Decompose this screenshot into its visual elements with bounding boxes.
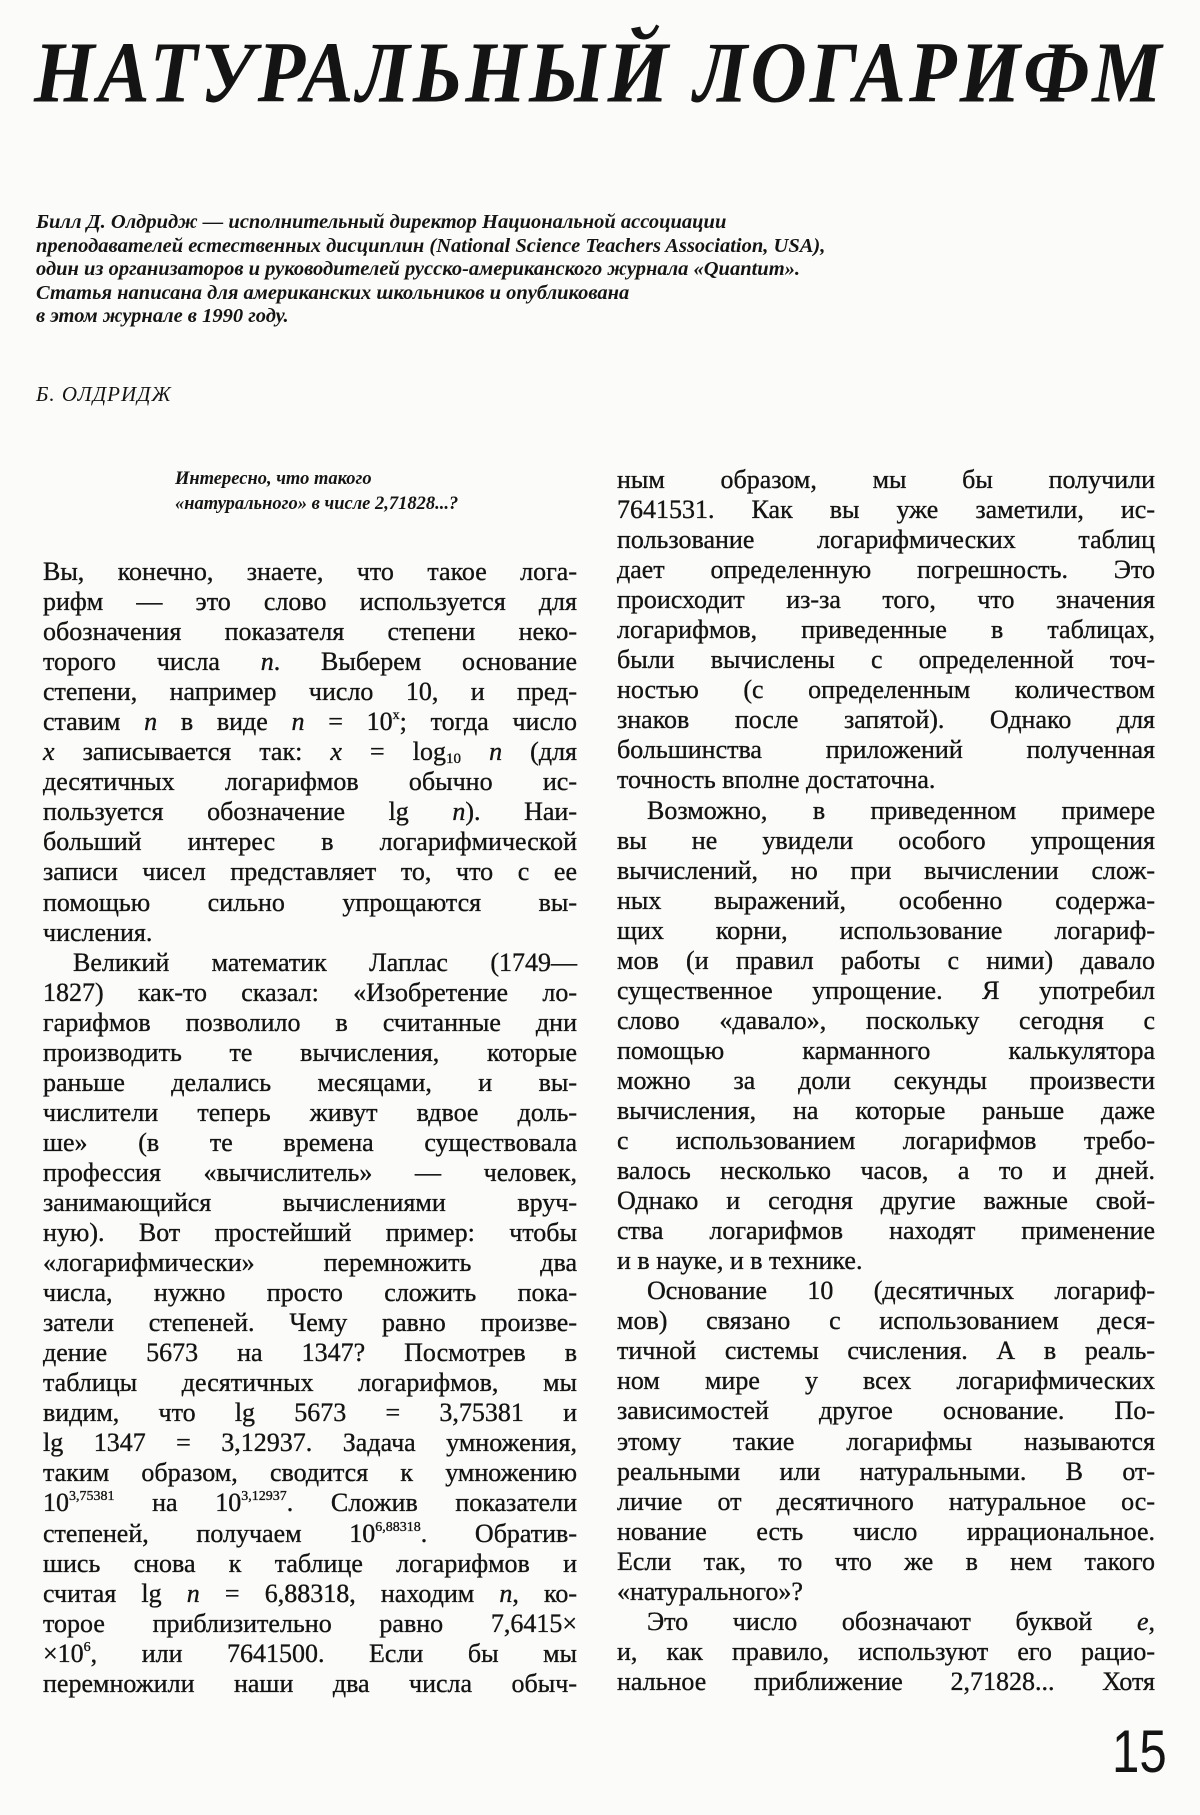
- text-line: [43, 1579, 577, 1609]
- text-run: ставим: [43, 707, 145, 737]
- math-exponent: 3,12937: [241, 1489, 287, 1505]
- text-run: . Обратив-: [420, 1518, 577, 1548]
- math-exponent: 6: [83, 1639, 91, 1655]
- text-line: гарифмов позволило в считанные дни: [43, 1007, 577, 1037]
- text-line: [43, 707, 577, 737]
- math-exponent: 3,75381: [69, 1489, 115, 1505]
- text-run: на 10: [114, 1488, 242, 1518]
- text-line: мов) связано с использованием деся-: [617, 1306, 1155, 1336]
- text-run: , ко-: [512, 1578, 577, 1608]
- text-line: и, как правило, используют его рацио-: [617, 1636, 1155, 1666]
- math-variable: e: [1136, 1606, 1149, 1636]
- math-variable: n: [461, 737, 503, 767]
- bio-line: Статья написана для американских школьников и опубликована: [36, 281, 630, 304]
- text-line: Великий математик Лаплас (1749—: [73, 947, 577, 977]
- text-line: ном мире у всех логарифмических: [617, 1366, 1155, 1396]
- text-line: таким образом, сводится к умножению: [43, 1458, 577, 1488]
- text-line: точность вполне достаточна.: [617, 765, 936, 795]
- text-line: числения.: [43, 917, 153, 947]
- text-line: и в науке, и в технике.: [617, 1246, 863, 1276]
- math-variable: n: [499, 1578, 513, 1608]
- text-line: «логарифмически» перемножить два: [43, 1248, 577, 1278]
- text-line: ностью (с определенным количеством: [617, 675, 1155, 705]
- body-column-right: [617, 465, 1155, 1697]
- math-variable: n: [452, 797, 466, 827]
- text-run: ,: [1148, 1606, 1155, 1636]
- text-line: перемножили наши два числа обыч-: [43, 1668, 577, 1698]
- text-line: обозначения показателя степени неко-: [43, 617, 577, 647]
- text-line: lg 1347 = 3,12937. Задача умножения,: [43, 1428, 577, 1458]
- text-run: = 6,88318, находим: [199, 1578, 500, 1608]
- text-line: реальными или натуральными. В от-: [617, 1456, 1155, 1486]
- text-line: производить те вычисления, которые: [43, 1037, 577, 1067]
- text-line: записи чисел представляет то, что с ее: [43, 857, 577, 887]
- text-run: . Сложив показатели: [286, 1488, 577, 1518]
- text-line: дает определенную погрешность. Это: [617, 555, 1155, 585]
- bio-line: Билл Д. Олдридж — исполнительный директор Национальной ассоциации: [36, 211, 727, 233]
- text-line: шись снова к таблице логарифмов и: [43, 1548, 577, 1578]
- text-run: в виде: [157, 707, 292, 737]
- text-line: слово «давало», поскольку сегодня с: [617, 1005, 1155, 1035]
- text-line: Если так, то что же в нем такого: [617, 1546, 1155, 1576]
- text-line: таблицы десятичных логарифмов, мы: [43, 1368, 577, 1398]
- text-run: считая lg: [43, 1578, 187, 1608]
- math-exponent: x: [392, 708, 400, 724]
- text-line: вычисления, на которые раньше даже: [617, 1095, 1155, 1125]
- text-line: происходит из-за того, что значения: [617, 585, 1155, 615]
- text-line: профессия «вычислитель» — человек,: [43, 1157, 577, 1187]
- bio-line: преподавателей естественных дисциплин (National Science Teachers Association, USA),: [36, 234, 826, 257]
- bio-line: один из организаторов и руководителей русско-американского журнала «Quantum».: [36, 258, 801, 280]
- text-line: торое приблизительно равно 7,6415×: [43, 1608, 577, 1638]
- page-number: 15: [1112, 1718, 1167, 1785]
- text-line: ных выражений, особенно содержа-: [617, 885, 1155, 915]
- text-line: мов (и правил работы с ними) давало: [617, 945, 1155, 975]
- text-run: Это число обозначают буквой: [647, 1606, 1137, 1636]
- text-line: нальное приближение 2,71828... Хотя: [617, 1666, 1155, 1696]
- text-line: Однако и сегодня другие важные свой-: [617, 1186, 1155, 1216]
- text-line: вы не увидели особого упрощения: [617, 825, 1155, 855]
- text-line: [43, 797, 577, 827]
- text-run: записывается так:: [54, 737, 331, 767]
- text-line: [43, 1488, 577, 1518]
- text-line: помощью карманного калькулятора: [617, 1035, 1155, 1065]
- math-variable: n: [260, 647, 274, 677]
- math-variable: n: [291, 707, 305, 737]
- text-line: [617, 1607, 1155, 1637]
- body-column-left: [43, 557, 577, 1699]
- math-variable: x: [330, 737, 342, 767]
- text-line: ную). Вот простейший пример: чтобы: [43, 1218, 577, 1248]
- math-subscript: 10: [446, 751, 461, 768]
- text-line: можно за доли секунды произвести: [617, 1065, 1155, 1095]
- text-line: этому такие логарифмы называются: [617, 1426, 1155, 1456]
- text-line: больший интерес в логарифмической: [43, 827, 577, 857]
- math-variable: x: [43, 737, 55, 767]
- text-line: ства логарифмов находят применение: [617, 1216, 1155, 1246]
- text-line: Вы, конечно, знаете, что такое лога-: [43, 557, 577, 586]
- text-line: логарифмов, приведенные в таблицах,: [617, 615, 1155, 645]
- text-line: [43, 737, 577, 767]
- text-line: [43, 647, 577, 677]
- article-title: НАТУРАЛЬНЫЙ ЛОГАРИФМ: [34, 23, 1165, 121]
- text-line: знаков после запятой). Однако для: [617, 705, 1155, 735]
- text-line: дение 5673 на 1347? Посмотрев в: [43, 1338, 577, 1368]
- text-run: (для: [502, 737, 578, 767]
- text-line: пользование логарифмических таблиц: [617, 525, 1155, 555]
- epigraph-line: «натурального» в числе 2,71828...?: [175, 494, 459, 514]
- text-line: раньше делались месяцами, и вы-: [43, 1067, 577, 1097]
- bio-line: в этом журнале в 1990 году.: [36, 305, 289, 327]
- text-run: ; тогда число: [399, 707, 577, 737]
- epigraph: [175, 467, 577, 517]
- text-line: помощью сильно упрощаются вы-: [43, 887, 577, 917]
- text-line: были вычислены с определенной точ-: [617, 645, 1155, 675]
- text-line: занимающийся вычислениями вруч-: [43, 1187, 577, 1217]
- text-line: существенное упрощение. Я употребил: [617, 975, 1155, 1005]
- text-line: с использованием логарифмов требо-: [617, 1126, 1155, 1156]
- text-run: = 10: [304, 707, 393, 737]
- text-run: . Выберем основание: [273, 647, 577, 677]
- author-byline: Б. ОЛДРИДЖ: [36, 382, 172, 406]
- text-line: ным образом, мы бы получили: [617, 465, 1155, 494]
- text-line: валось несколько часов, а то и дней.: [617, 1156, 1155, 1186]
- text-line: щих корни, использование логариф-: [617, 915, 1155, 945]
- text-run: ). Наи-: [465, 797, 578, 827]
- text-line: «натурального»?: [617, 1576, 803, 1606]
- text-run: пользуется обозначение lg: [43, 797, 453, 827]
- math-variable: n: [144, 707, 158, 737]
- text-line: ше» (в те времена существовала: [43, 1127, 577, 1157]
- text-line: тичной системы счисления. А в реаль-: [617, 1336, 1155, 1366]
- text-line: числители теперь живут вдвое доль-: [43, 1097, 577, 1127]
- text-line: личие от десятичного натуральное ос-: [617, 1486, 1155, 1516]
- epigraph-line: Интересно, что такого: [175, 469, 372, 489]
- text-run: ×10: [43, 1638, 84, 1668]
- text-line: вычислений, но при вычислении слож-: [617, 855, 1155, 885]
- text-line: 1827) как-то сказал: «Изобретение ло-: [43, 977, 577, 1007]
- text-line: [43, 1639, 577, 1669]
- text-run: = log: [341, 737, 446, 767]
- text-line: затели степеней. Чему равно произве-: [43, 1308, 577, 1338]
- math-variable: n: [186, 1578, 200, 1608]
- text-line: десятичных логарифмов обычно ис-: [43, 767, 577, 797]
- text-run: , или 7641500. Если бы мы: [90, 1638, 577, 1668]
- author-bio: [36, 211, 825, 329]
- math-exponent: 6,88318: [375, 1519, 421, 1535]
- text-line: числа, нужно просто сложить пока-: [43, 1278, 577, 1308]
- text-line: 7641531. Как вы уже заметили, ис-: [617, 495, 1155, 525]
- text-line: видим, что lg 5673 = 3,75381 и: [43, 1398, 577, 1428]
- text-run: 10: [43, 1488, 69, 1518]
- text-line: Основание 10 (десятичных логариф-: [647, 1276, 1155, 1306]
- text-line: степени, например число 10, и пред-: [43, 677, 577, 707]
- text-line: зависимостей другое основание. По-: [617, 1396, 1155, 1426]
- text-run: торого числа: [43, 647, 261, 677]
- text-line: Возможно, в приведенном примере: [647, 795, 1155, 825]
- text-line: рифм — это слово используется для: [43, 587, 577, 617]
- text-line: нование есть число иррациональное.: [617, 1516, 1155, 1546]
- text-line: [43, 1519, 577, 1549]
- text-run: степеней, получаем 10: [43, 1518, 376, 1548]
- text-line: большинства приложений полученная: [617, 735, 1155, 765]
